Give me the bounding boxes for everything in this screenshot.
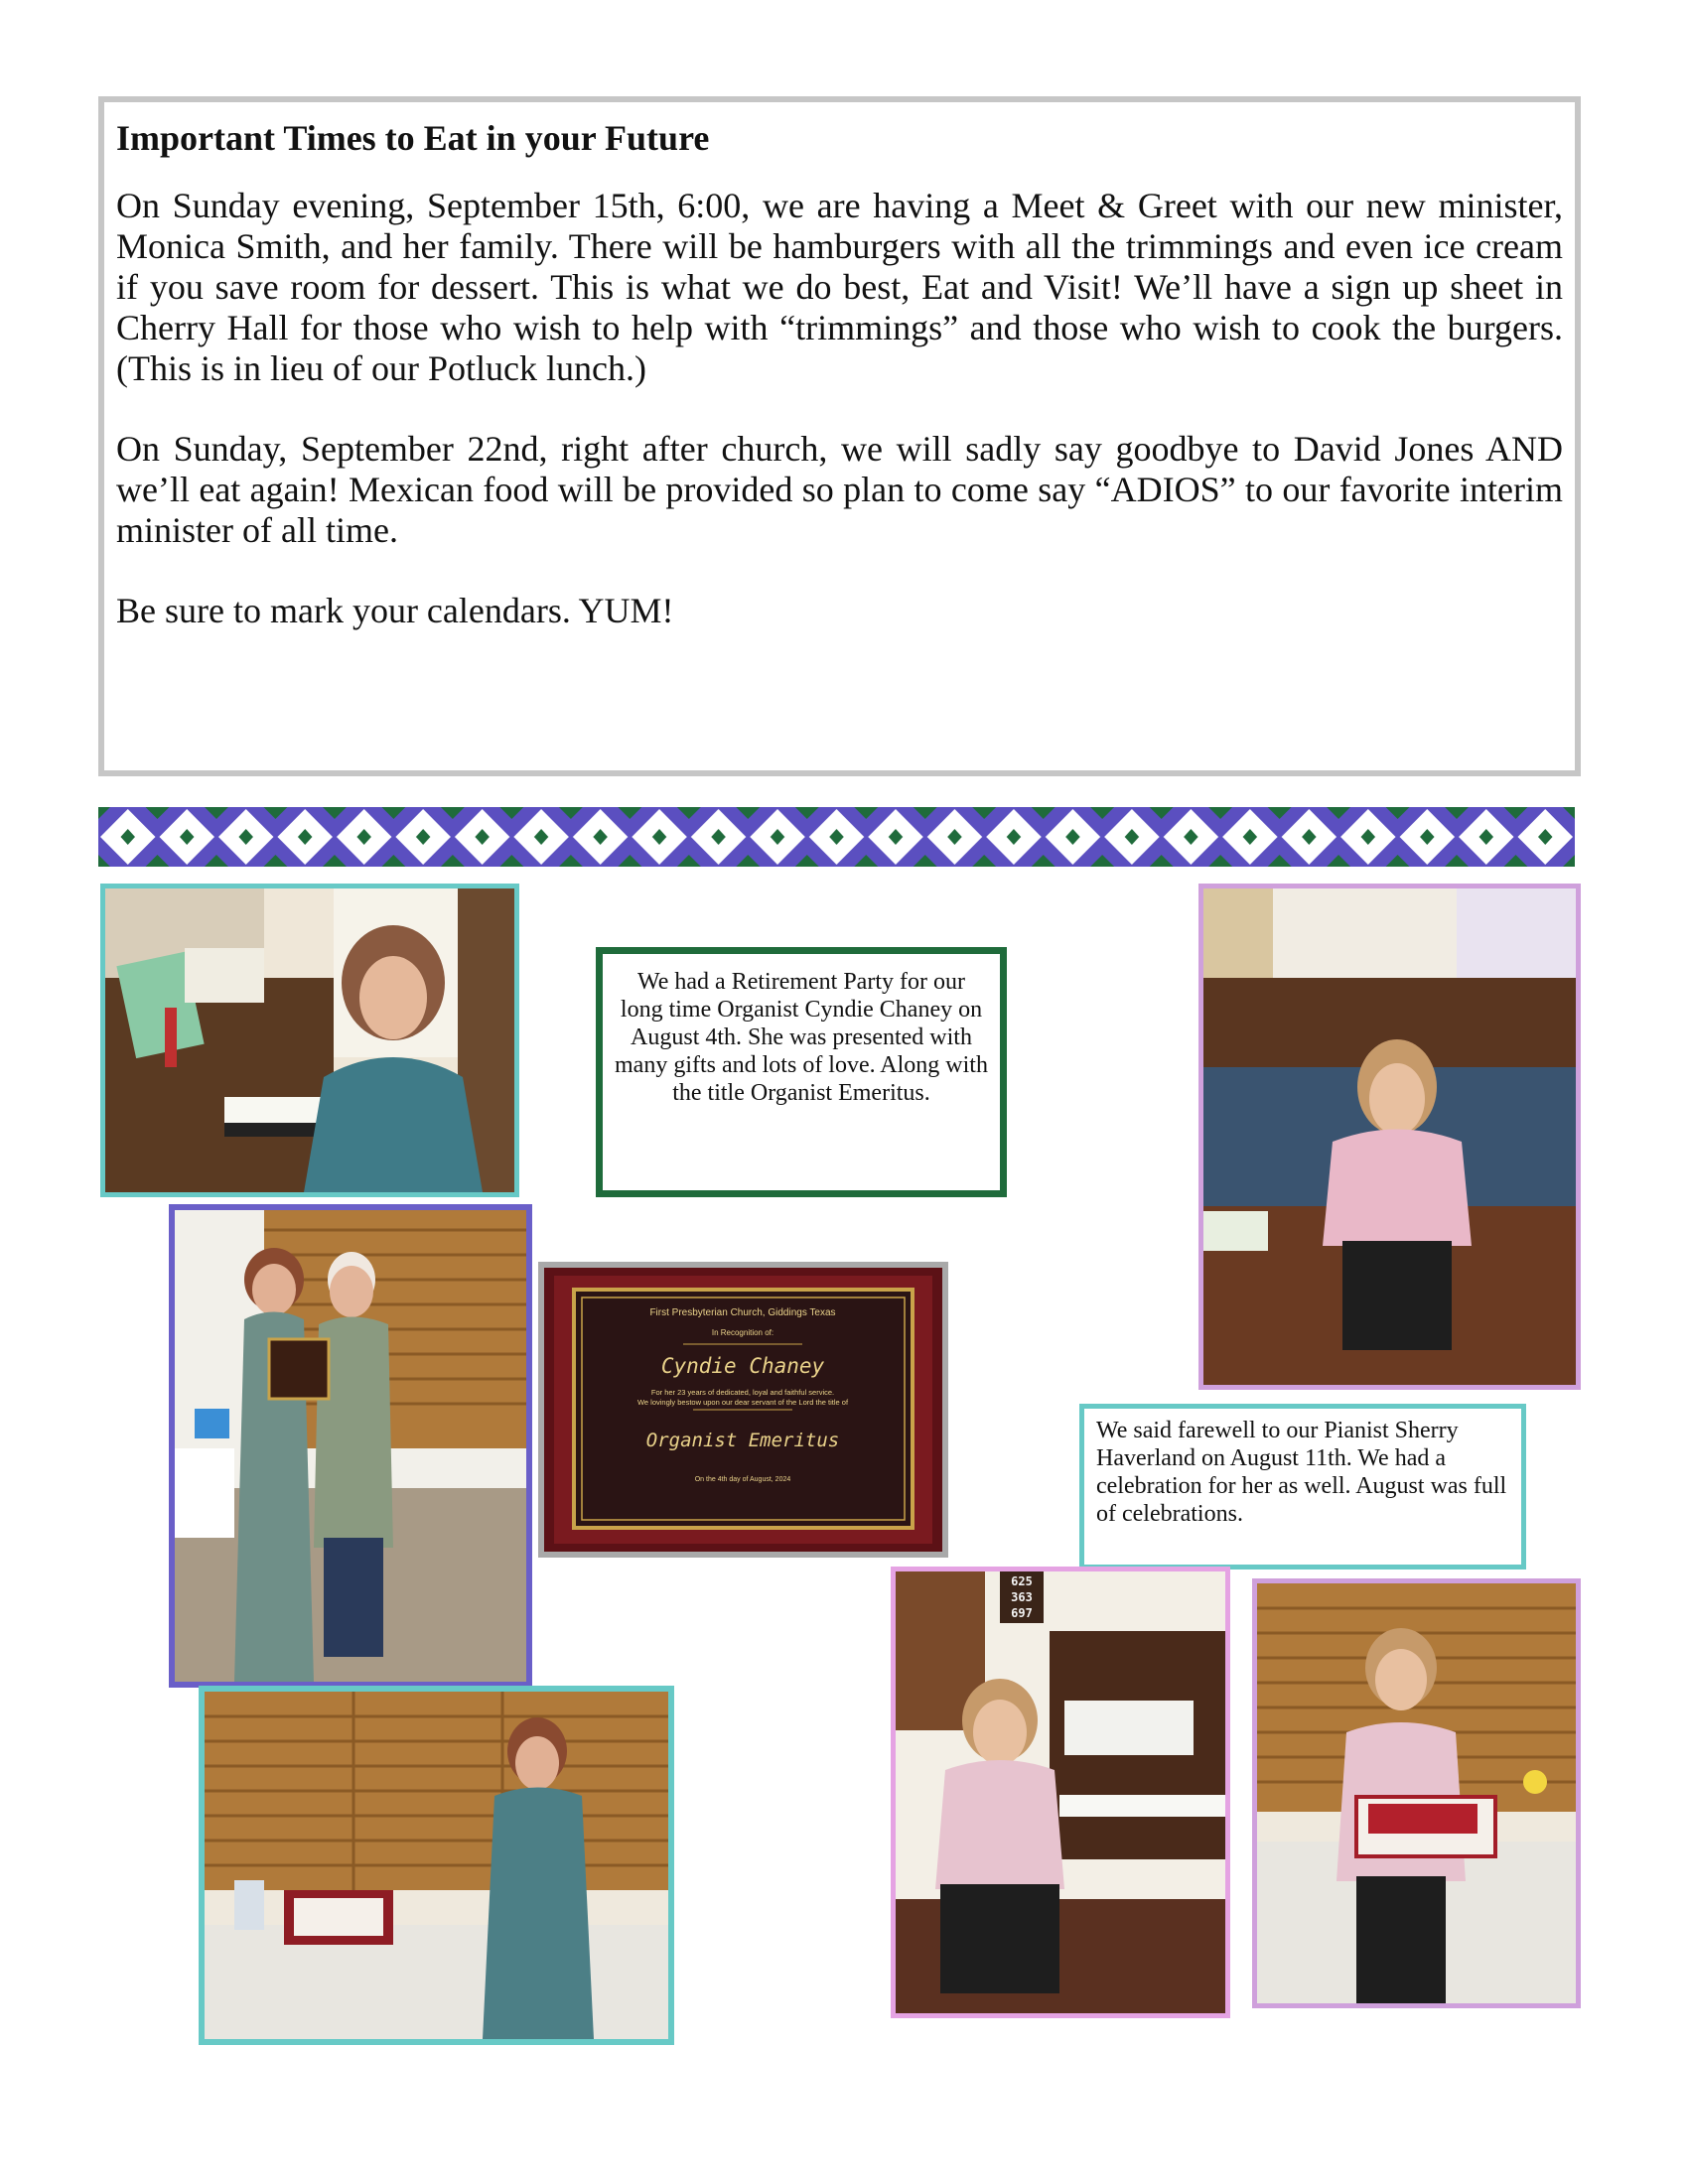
farewell-caption-box — [1079, 1404, 1526, 1570]
diamond-border-strip — [98, 807, 1575, 867]
hymn-number-2: 363 — [1011, 1590, 1033, 1604]
farewell-caption-text: We said farewell to our Pianist Sherry Haverland on August 11th. We had a celebration for her as well. August was full of celebrations. — [1096, 1418, 1507, 1527]
plaque-name: Cyndie Chaney — [660, 1354, 825, 1378]
photo-pianist-at-piano — [891, 1567, 1230, 2018]
retirement-caption-box — [596, 947, 1007, 1197]
photo-pianist-on-pew — [1198, 884, 1581, 1390]
plaque-date: On the 4th day of August, 2024 — [694, 1476, 791, 1483]
plaque-line1: First Presbyterian Church, Giddings Texas — [649, 1307, 836, 1318]
announcement-paragraph-meet-greet: On Sunday evening, September 15th, 6:00, we are having a Meet & Greet with our new minister, Monica Smith, and her family. There will be hamburgers with all the trimmings and even ice cream if you save room for dessert. This is what we do best, Eat and Visit! We’ll have a sign up sheet in Cherry Hall for those who wish to help with “trimmings” and those who wish to cook the burgers. (This is in lieu of our Potluck lunch.) — [116, 186, 1563, 388]
announcement-paragraph-reminder: Be sure to mark your calendars. YUM! — [116, 591, 674, 630]
hymn-number-1: 625 — [1011, 1574, 1033, 1588]
announcement-title: Important Times to Eat in your Future — [116, 118, 710, 158]
photo-organist-emeritus-plaque — [538, 1262, 948, 1558]
photo-pianist-with-cake — [1252, 1578, 1581, 2008]
photo-organist-at-organ — [100, 884, 519, 1197]
plaque-body1: For her 23 years of dedicated, loyal and faithful service. — [650, 1388, 835, 1397]
photo-organist-with-plaque — [169, 1204, 532, 1688]
announcement-box — [98, 96, 1581, 776]
photo-organist-with-cake — [199, 1686, 674, 2045]
plaque-line2: In Recognition of: — [711, 1328, 774, 1337]
retirement-caption-text: We had a Retirement Party for our long time Organist Cyndie Chaney on August 4th. She was presented with many gifts and lots of love. Along with the title Organist Emeritus. — [615, 969, 988, 1106]
plaque-body2: We lovingly bestow upon our dear servant of the Lord the title of — [636, 1398, 849, 1407]
hymn-number-3: 697 — [1011, 1606, 1033, 1620]
announcement-paragraph-farewell: On Sunday, September 22nd, right after church, we will sadly say goodbye to David Jones AND we’ll eat again! Mexican food will be provided so plan to come say “ADIOS” to our favorite interim minister of all time. — [116, 429, 1563, 550]
plaque-title: Organist Emeritus — [645, 1430, 840, 1451]
